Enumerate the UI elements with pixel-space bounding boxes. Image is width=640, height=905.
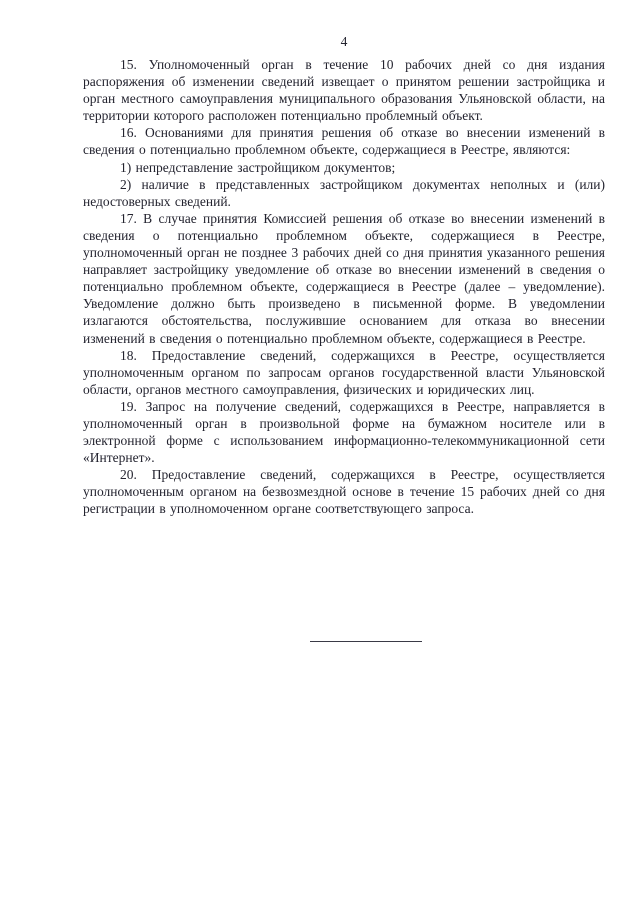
page-number: 4 [340, 34, 348, 49]
list-item-1: 1) непредставление застройщиком документов; [120, 159, 396, 175]
paragraph-20: 20. Предоставление сведений, содержащихся в Реестре, осуществляется уполномоченным органом на безвозмездной основе в течение 15 рабочих дней со дня регистрации в уполномоченном органе соответствующего запроса. [83, 467, 605, 517]
paragraph-17: 17. В случае принятия Комиссией решения об отказе во внесении изменений в сведения о потенциально проблемном объекте, содержащиеся в Реестре, уполномоченный орган не позднее 3 рабочих дней со дня принятия указанного решения направляет застройщику уведомление об отказе во внесении изменений в сведения о потенциально проблемном объекте, содержащиеся в Реестре (далее – уведомление). Уведомление должно быть произведено в письменной форме. В уведомлении излагаются обстоятельства, послужившие основанием для отказа во внесении изменений в сведения о потенциально проблемном объекте, содержащиеся в Реестре. [83, 210, 605, 346]
paragraph-18: 18. Предоставление сведений, содержащихся в Реестре, осуществляется уполномоченным органом по запросам органов государственной власти Ульяновской области, органов местного самоуправления, физических и юридических лиц. [83, 347, 605, 397]
section-divider [310, 641, 422, 642]
paragraph-19: 19. Запрос на получение сведений, содержащихся в Реестре, направляется в уполномоченный орган в произвольной форме на бумажном носителе или в электронной форме с использованием информационно-телекоммуникационной сети «Интернет». [83, 398, 605, 466]
paragraph-16: 16. Основаниями для принятия решения об отказе во внесении изменений в сведения о потенциально проблемном объекте, содержащиеся в Реестре, являются: [83, 125, 605, 158]
document-content [83, 33, 605, 518]
list-item-2: 2) наличие в представленных застройщиком документах неполных и (или) недостоверных сведений. [83, 176, 605, 209]
paragraph-15: 15. Уполномоченный орган в течение 10 рабочих дней со дня издания распоряжения об изменении сведений извещает о принятом решении застройщика и орган местного самоуправления муниципального образования Ульяновской области, на территории которого расположен потенциально проблемный объект. [83, 57, 605, 124]
